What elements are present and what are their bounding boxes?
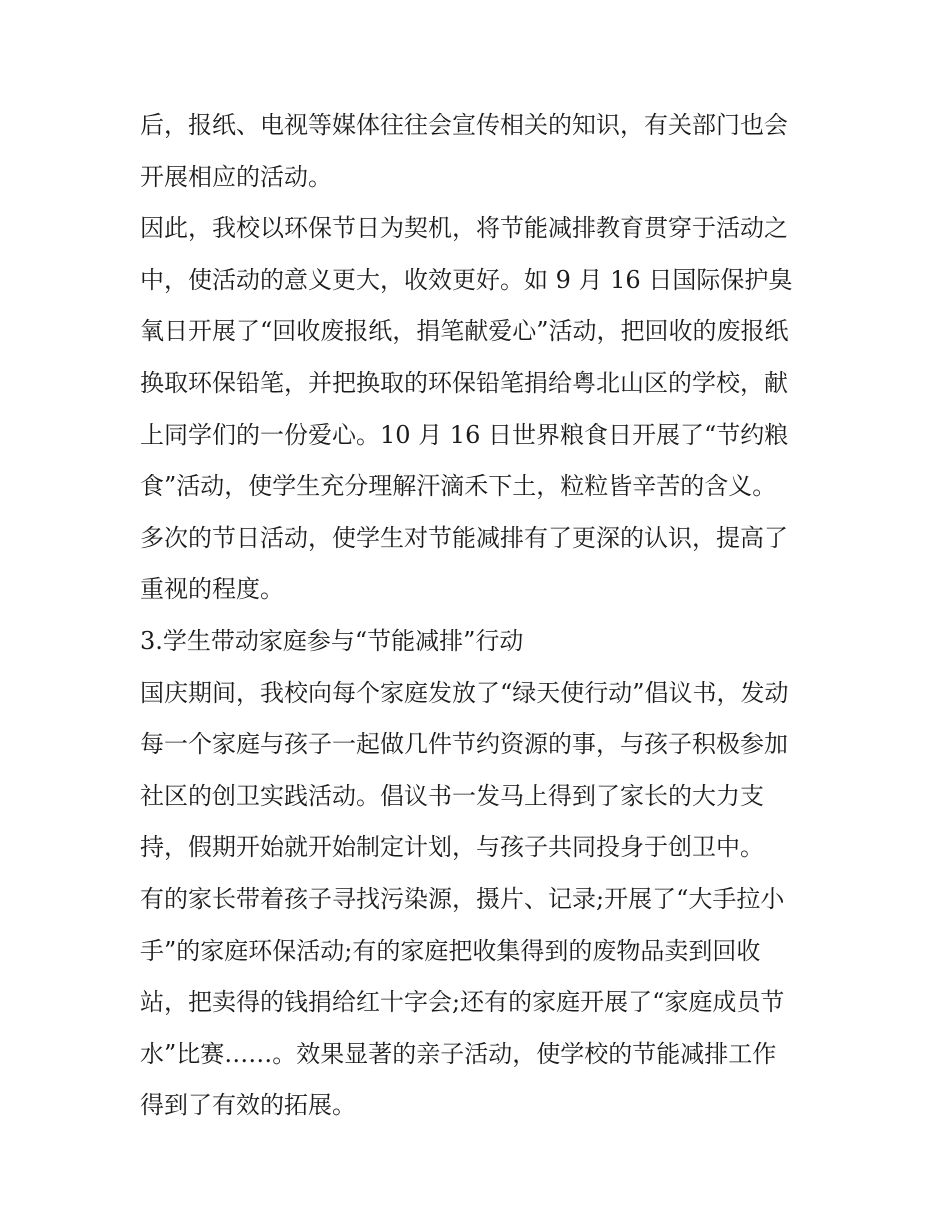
text-line: 上同学们的一份爱心。10 月 16 日世界粮食日开展了“节约粮 (140, 420, 789, 449)
text-line: 站，把卖得的钱捐给红十字会;还有的家庭开展了“家庭成员节 (140, 988, 785, 1017)
text-line: 水”比赛……。效果显著的亲子活动，使学校的节能减排工作 (140, 1039, 777, 1068)
text-line: 中，使活动的意义更大，收效更好。如 9 月 16 日国际保护臭 (140, 265, 793, 294)
text-line: 持，假期开始就开始制定计划，与孩子共同投身于创卫中。 (140, 833, 764, 862)
text-line: 有的家长带着孩子寻找污染源，摄片、记录;开展了“大手拉小 (140, 884, 785, 913)
text-line: 换取环保铅笔，并把换取的环保铅笔捐给粤北山区的学校，献 (140, 368, 788, 397)
text-line: 重视的程度。 (140, 575, 284, 604)
text-line: 食”活动，使学生充分理解汗滴禾下土，粒粒皆辛苦的含义。 (140, 472, 777, 501)
text-line: 国庆期间，我校向每个家庭发放了“绿天使行动”倡议书，发动 (140, 678, 789, 707)
section-heading: 3.学生带动家庭参与“节能减排”行动 (140, 626, 524, 655)
text-line: 每一个家庭与孩子一起做几件节约资源的事，与孩子积极参加 (140, 730, 788, 759)
text-line: 手”的家庭环保活动;有的家庭把收集得到的废物品卖到回收 (140, 936, 761, 965)
text-line: 因此，我校以环保节日为契机，将节能减排教育贯穿于活动之 (140, 214, 788, 243)
text-line: 开展相应的活动。 (140, 162, 332, 191)
body-text (140, 100, 830, 1132)
text-line: 氧日开展了“回收废报纸，捐笔献爱心”活动，把回收的废报纸 (140, 317, 789, 346)
text-line: 多次的节日活动，使学生对节能减排有了更深的认识，提高了 (140, 523, 788, 552)
text-line: 后，报纸、电视等媒体往往会宣传相关的知识，有关部门也会 (140, 111, 788, 139)
text-line: 社区的创卫实践活动。倡议书一发马上得到了家长的大力支 (140, 781, 764, 810)
text-line: 得到了有效的拓展。 (140, 1091, 356, 1120)
